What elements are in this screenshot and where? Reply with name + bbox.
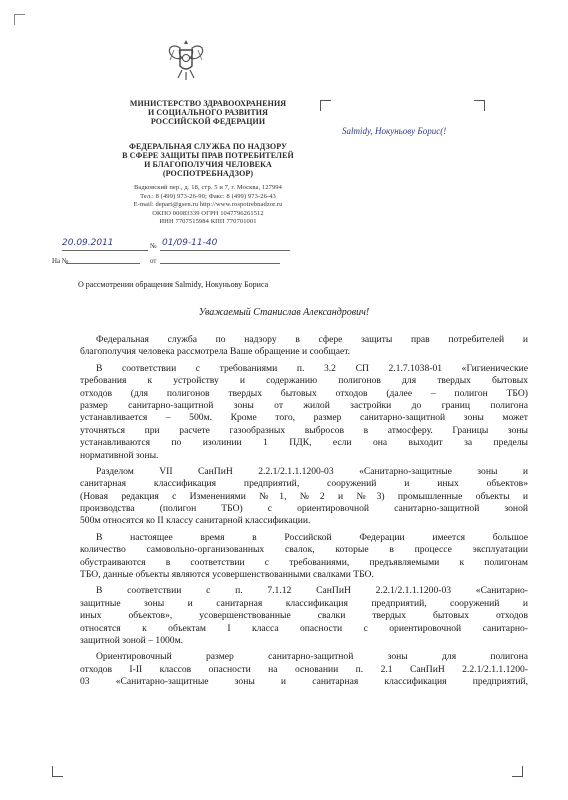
- paragraph-line: иных объектов», усовершенствованные свалки твердых бытовых отходов: [80, 610, 528, 622]
- service-name: [88, 142, 328, 178]
- contact-line: E-mail: depart@gsen.ru http://www.rospotrebnadzor.ru: [133, 201, 283, 208]
- ministry-line: МИНИСТЕРСТВО ЗДРАВООХРАНЕНИЯ: [129, 99, 287, 108]
- scan-corner-mark: [14, 14, 25, 25]
- letter-body: [80, 334, 528, 689]
- contact-line: ОКПО 00083339 ОГРН 1047796261512: [152, 209, 264, 217]
- paragraph-line: Ориентировочный размер санитарно-защитной зоны для полигона: [96, 651, 528, 663]
- paragraph-line: защитные зоны и санитарная классификация предприятий, сооружений и: [80, 597, 528, 609]
- paragraph-line: благополучия человека рассмотрела Ваше обращение и сообщает.: [80, 346, 351, 358]
- paragraph-line: Разделом VII СанПиН 2.2.1/2.1.1.1200-03 «Санитарно-защитные зоны и: [96, 465, 528, 477]
- number-label: №: [150, 242, 157, 250]
- paragraph-line: устанавливается – 500м. Кроме того, размер санитарно-защитной зоны может: [80, 412, 528, 424]
- registration-date: 20.09.2011: [62, 238, 114, 248]
- reference-date-label: от: [150, 257, 157, 265]
- paragraph-line: количество самовольно-организованных свалок, которые в процессе эксплуатации: [80, 544, 528, 556]
- contact-line: Вадковский пер., д. 18, стр. 5 и 7, г. Москва, 127994: [133, 184, 282, 191]
- paragraph-line: Федеральная служба по надзору в сфере защиты прав потребителей и: [96, 334, 528, 345]
- address-window-corner-tr: [474, 100, 485, 111]
- page-corner-bl: [52, 766, 63, 777]
- ministry-name: [88, 99, 328, 126]
- service-line: В СФЕРЕ ЗАЩИТЫ ПРАВ ПОТРЕБИТЕЛЕЙ: [122, 151, 294, 160]
- paragraph-line: В настоящее время в Российской Федерации имеется большое: [96, 531, 528, 543]
- registration-number: 01/09-11-40: [162, 238, 218, 248]
- paragraph-line: устанавливаются по изолинии 1 ПДК, если она выходит за пределы: [80, 437, 528, 449]
- paragraph-line: В соответствии с требованиями п. 3.2 СП 2.1.7.1038-01 «Гигиенические: [96, 362, 528, 374]
- number-underline: [160, 250, 290, 251]
- letter-subject: О рассмотрении обращения Salmidy, Нокуньову Бориса: [78, 280, 269, 289]
- paragraph-line: ТБО, данные объекты являются усовершенствованными свалками ТБО.: [80, 569, 374, 581]
- reference-date-underline: [160, 263, 280, 264]
- paragraph-line: размер санитарно-защитной зоны от жилой застройки до границ полигона: [80, 399, 528, 411]
- ministry-line: И СОЦИАЛЬНОГО РАЗВИТИЯ: [147, 108, 268, 117]
- greeting: Уважаемый Станислав Александрович!: [198, 307, 370, 318]
- paragraph-line: производства (полигон ТБО) с ориентировочной санитарно-защитной зоной: [80, 503, 528, 515]
- addressee: Salmidy, Нокуньову Борис(!: [342, 126, 447, 136]
- paragraph-line: относятся к объектам I класса опасности с ориентировочной санитарно-: [80, 622, 528, 634]
- reference-number-label: На №: [52, 257, 69, 265]
- reference-number-underline: [66, 263, 140, 264]
- coat-of-arms-icon: [164, 36, 208, 86]
- paragraph-line: санитарная классификация предприятий, сооружений и иных объектов»: [80, 478, 528, 490]
- service-line: И БЛАГОПОЛУЧИЯ ЧЕЛОВЕКА: [144, 160, 272, 169]
- contact-line: ИНН 7707515984 КПП 770701001: [159, 218, 257, 225]
- service-line: (РОСПОТРЕБНАДЗОР): [162, 169, 254, 178]
- registration-block: [52, 238, 292, 264]
- page-corner-br: [512, 766, 523, 777]
- ministry-line: РОССИЙСКОЙ ФЕДЕРАЦИИ: [150, 117, 266, 126]
- contact-block: [88, 184, 328, 227]
- paragraph-line: 03 «Санитарно-защитные зоны и санитарная классификация предприятий,: [80, 676, 528, 688]
- paragraph-line: уточняться при расчете газообразных выбросов в атмосферу. Границы зоны: [80, 424, 528, 436]
- paragraph-line: защитной зоной – 1000м.: [80, 634, 184, 646]
- paragraph-line: обустраиваются в соответствии с требованиями, предъявляемыми к полигонам: [80, 556, 528, 568]
- paragraph-line: нормативной зоны.: [80, 449, 159, 461]
- paragraph-line: В соответствии с п. 7.1.12 СанПиН 2.2.1/2.1.1.1200-03 «Санитарно-: [96, 585, 528, 597]
- paragraph-line: отходов I-II классов опасности на основании п. 2.1 СанПиН 2.2.1/2.1.1.1200-: [80, 663, 528, 675]
- date-underline: [62, 250, 148, 251]
- service-line: ФЕДЕРАЛЬНАЯ СЛУЖБА ПО НАДЗОРУ: [128, 142, 288, 151]
- paragraph-line: (Новая редакция с Изменениями №1, №2 и №3) промышленные объекты и: [80, 490, 528, 502]
- paragraph-line: 500м относятся ко II классу санитарной классификации.: [80, 515, 311, 527]
- paragraph-line: требования к устройству и содержанию полигонов для твердых бытовых: [80, 375, 528, 387]
- paragraph-line: отходов (для полигонов твердых бытовых отходов (далее – полигон ТБО): [80, 387, 528, 399]
- contact-line: Тел.: 8 (499) 973-26-90; Факс: 8 (499) 973-26-43: [140, 192, 276, 200]
